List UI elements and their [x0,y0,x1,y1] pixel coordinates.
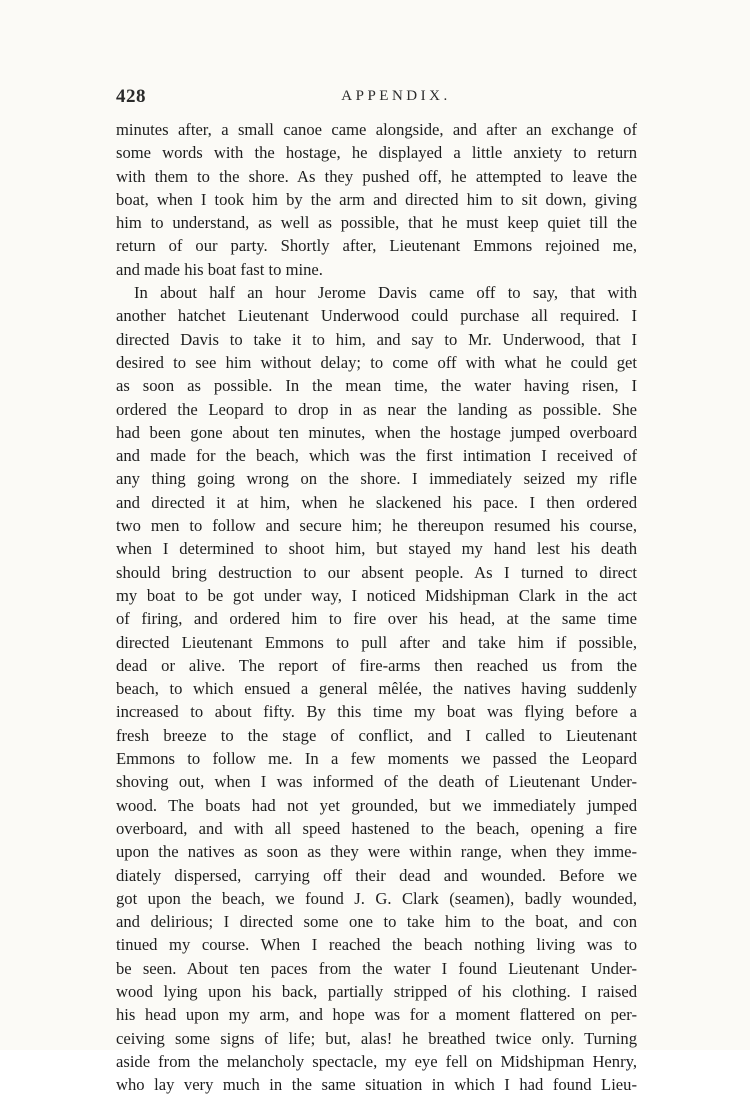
text-line: his head upon my arm, and hope was for a moment flattered on per- [116,1005,637,1025]
page-number: 428 [116,86,146,107]
text-line: boat, when I took him by the arm and directed him to sit down, giving [116,189,637,209]
text-line: and delirious; I directed some one to take him to the boat, and con [116,912,637,932]
text-line: and made for the beach, which was the first intimation I received of [116,446,637,466]
text-line: when I determined to shoot him, but stayed my hand lest his death [116,539,637,559]
text-line: as soon as possible. In the mean time, the water having risen, I [116,376,637,396]
text-line: another hatchet Lieutenant Underwood could purchase all required. I [116,306,637,326]
text-line: got upon the beach, we found J. G. Clark (seamen), badly wounded, [116,888,637,908]
text-line: desired to see him without delay; to come off with what he could get [116,352,637,372]
paragraph-2 [116,281,637,1096]
text-line: tinued my course. When I reached the beach nothing living was to [116,935,637,955]
text-line: had been gone about ten minutes, when the hostage jumped overboard [116,422,637,442]
text-line: beach, to which ensued a general mêlée, the natives having suddenly [116,679,637,699]
text-line: be seen. About ten paces from the water I found Lieutenant Under- [116,958,637,978]
text-line: In about half an hour Jerome Davis came off to say, that with [134,283,637,303]
text-line: increased to about fifty. By this time my boat was flying before a [116,702,637,722]
text-line: diately dispersed, carrying off their dead and wounded. Before we [116,865,637,885]
text-line: of firing, and ordered him to fire over his head, at the same time [116,609,637,629]
text-line: should bring destruction to our absent people. As I turned to direct [116,562,637,582]
text-line: ordered the Leopard to drop in as near the landing as possible. She [116,399,637,419]
paragraph-1 [116,118,637,281]
text-line: wood. The boats had not yet grounded, but we immediately jumped [116,795,637,815]
text-line: directed Davis to take it to him, and say to Mr. Underwood, that I [116,329,637,349]
text-line: my boat to be got under way, I noticed Midshipman Clark in the act [116,585,637,605]
text-line: aside from the melancholy spectacle, my eye fell on Midshipman Henry, [116,1051,637,1071]
page-header [116,86,636,110]
text-line: him to understand, as well as possible, that he must keep quiet till the [116,213,637,233]
text-line: ceiving some signs of life; but, alas! he breathed twice only. Turning [116,1028,637,1048]
text-line: dead or alive. The report of fire-arms then reached us from the [116,655,637,675]
text-line: any thing going wrong on the shore. I immediately seized my rifle [116,469,637,489]
text-line: fresh breeze to the stage of conflict, and I called to Lieutenant [116,725,637,745]
text-line: who lay very much in the same situation in which I had found Lieu- [116,1075,637,1095]
text-line: return of our party. Shortly after, Lieutenant Emmons rejoined me, [116,236,637,256]
text-line: wood lying upon his back, partially stripped of his clothing. I raised [116,981,637,1001]
text-line: some words with the hostage, he displayed a little anxiety to return [116,143,637,163]
text-line: upon the natives as soon as they were within range, when they imme- [116,842,637,862]
text-line: two men to follow and secure him; he thereupon resumed his course, [116,516,637,536]
text-line: overboard, and with all speed hastened to the beach, opening a fire [116,818,637,838]
body-text [116,118,637,1096]
running-head: APPENDIX. [341,88,451,104]
text-line: Emmons to follow me. In a few moments we passed the Leopard [116,749,637,769]
text-line: and made his boat fast to mine. [116,259,323,279]
text-line: shoving out, when I was informed of the death of Lieutenant Under- [116,772,637,792]
text-line: with them to the shore. As they pushed off, he attempted to leave the [116,166,637,186]
text-line: minutes after, a small canoe came alongside, and after an exchange of [116,120,637,139]
text-line: and directed it at him, when he slackened his pace. I then ordered [116,492,637,512]
text-line: directed Lieutenant Emmons to pull after and take him if possible, [116,632,637,652]
